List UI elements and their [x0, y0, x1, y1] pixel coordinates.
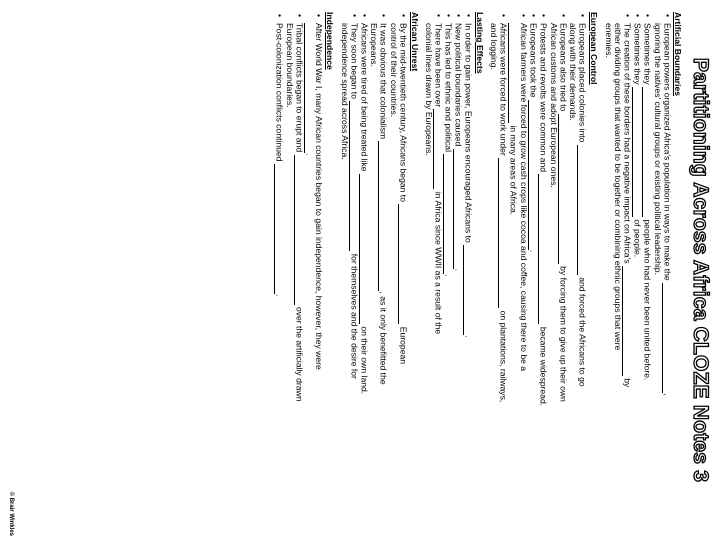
item-text: The creation of these borders had a negative impact on Africa's — [622, 23, 633, 264]
fill-in-blank[interactable] — [378, 141, 388, 291]
fill-in-blank[interactable] — [538, 174, 548, 324]
fill-in-blank[interactable] — [662, 283, 673, 396]
section-heading: Lasting Effects — [474, 12, 485, 74]
list-item — [424, 23, 444, 528]
item-text: by forcing them to give up their own — [558, 266, 569, 402]
fill-in-blank[interactable] — [274, 164, 285, 297]
bullet-list — [424, 12, 474, 528]
item-text: New political boundaries caused — [453, 23, 464, 147]
item-text: and forced the Africans to go — [577, 277, 588, 387]
item-text: African customs and adopt European ones. — [548, 23, 559, 188]
fill-in-blank[interactable] — [558, 114, 568, 264]
list-item — [443, 23, 453, 528]
item-text: . — [274, 293, 285, 297]
worksheet-content — [269, 12, 712, 528]
item-text: . — [463, 335, 474, 338]
list-item — [632, 23, 642, 528]
item-text: , as it only benefitted the — [378, 291, 389, 385]
list-item — [359, 23, 369, 528]
item-text: . — [443, 274, 454, 277]
item-text: independence spread across Africa. — [339, 23, 350, 160]
item-text: by — [622, 378, 633, 388]
item-text: in Africa since WWII as a result of the — [433, 191, 444, 335]
item-text: in many areas of Africa. — [509, 125, 520, 216]
item-text: on their own land. — [359, 326, 370, 395]
list-item — [652, 23, 672, 528]
item-text: Europeans. — [369, 23, 380, 67]
bullet-list — [339, 12, 408, 528]
section-african-unrest — [339, 12, 419, 528]
item-text: European — [398, 326, 409, 365]
fill-in-blank[interactable] — [498, 158, 508, 308]
item-text: They soon began to — [349, 23, 360, 99]
item-text: on plantations, railways, — [499, 310, 510, 403]
item-text: over the artificially drawn — [294, 306, 305, 402]
item-text: There have been over — [433, 23, 444, 108]
item-text: Sometimes they — [642, 23, 653, 85]
list-item — [304, 23, 324, 528]
item-text: either dividing groups that wanted to be together or combining ethnic groups that were — [613, 23, 624, 351]
bullet-list — [603, 12, 672, 528]
item-text: By the mid-twentieth century, Africans began to — [398, 23, 409, 202]
fill-in-blank[interactable] — [528, 100, 539, 253]
section-artificial-boundaries — [603, 12, 683, 528]
list-item — [548, 23, 568, 528]
item-text: and logging. — [489, 23, 500, 70]
list-item — [274, 23, 284, 528]
item-text: became widespread. — [538, 326, 549, 407]
item-text: Europeans placed colonies into — [577, 23, 588, 143]
item-text: people who had never been united before. — [642, 219, 653, 381]
item-text: . — [304, 153, 315, 156]
item-text: ignoring the natives' cultural groups or existing political leadership. — [652, 23, 663, 275]
item-text: This has led to ethnic and political — [443, 23, 454, 152]
item-text: . — [453, 268, 464, 272]
item-text: African farmers were forced to grow cash crops like cocoa and coffee, causing there to be a — [519, 23, 530, 372]
item-text: . — [528, 249, 539, 253]
list-item — [603, 23, 632, 528]
fill-in-blank[interactable] — [632, 87, 642, 217]
fill-in-blank[interactable] — [642, 87, 652, 217]
fill-in-blank[interactable] — [463, 245, 474, 338]
item-text: In order to gain power, Europeans encouraged Africans to — [463, 23, 474, 243]
section-heading: Independence — [325, 12, 336, 70]
item-text: enemies. — [603, 23, 614, 58]
section-heading: African Unrest — [409, 12, 420, 72]
item-text: along with their demands. — [568, 23, 579, 121]
list-item — [528, 23, 538, 528]
list-item — [388, 23, 408, 528]
fill-in-blank[interactable] — [443, 154, 454, 277]
item-text: European boundaries. — [284, 23, 295, 108]
fill-in-blank[interactable] — [398, 204, 408, 324]
item-text: , — [662, 393, 673, 396]
item-text: Sometimes they — [632, 23, 643, 85]
list-item — [538, 23, 548, 528]
item-text: of people. — [632, 219, 643, 258]
fill-in-blank[interactable] — [294, 155, 304, 305]
bullet-list — [274, 12, 323, 528]
page-title: Partitioning Across Africa CLOZE Notes 3 — [689, 57, 712, 483]
fill-in-blank[interactable] — [349, 101, 359, 251]
item-text: Tribal conflicts began to erupt and — [294, 23, 305, 153]
fill-in-blank[interactable] — [622, 266, 632, 376]
item-text: Post-colonization conflicts continued — [274, 23, 285, 162]
copyright-notice: © Brair Winkles — [8, 491, 14, 536]
item-text: colonial lines drawn by Europeans. — [424, 23, 435, 156]
fill-in-blank[interactable] — [304, 23, 315, 156]
section-heading: Artificial Boundaries — [673, 12, 684, 97]
item-text: European powers organized Africa's population in ways to make the — [662, 23, 673, 281]
list-item — [508, 23, 528, 528]
list-item — [453, 23, 463, 528]
section-heading: European Control — [588, 12, 599, 85]
fill-in-blank[interactable] — [453, 149, 464, 272]
list-item — [642, 23, 652, 528]
fill-in-blank[interactable] — [359, 174, 369, 324]
item-text: Africans were forced to work under — [499, 23, 510, 156]
section-lasting-effects — [424, 12, 484, 528]
bullet-list — [489, 12, 588, 528]
list-item — [489, 23, 509, 528]
list-item — [568, 23, 588, 528]
item-text: Protests and revolts were common and — [538, 23, 549, 173]
list-item — [339, 23, 359, 528]
list-item — [369, 23, 389, 528]
section-european-control — [489, 12, 598, 528]
fill-in-blank[interactable] — [577, 145, 587, 275]
item-text: Europeans took the — [528, 23, 539, 98]
item-text: Europeans also tried to — [558, 23, 569, 112]
fill-in-blank[interactable] — [508, 23, 518, 123]
item-text: control of their countries. — [388, 23, 399, 118]
list-item — [463, 23, 473, 528]
item-text: It was obvious that colonialism — [378, 23, 389, 140]
list-item — [284, 23, 304, 528]
fill-in-blank[interactable] — [433, 109, 443, 189]
item-text: After World War I, many African countries began to gain independence, however, they were — [314, 23, 325, 370]
item-text: Africans were tired of being treated like — [359, 23, 370, 172]
section-independence — [274, 12, 334, 528]
item-text: for themselves and the desire for — [349, 253, 360, 379]
